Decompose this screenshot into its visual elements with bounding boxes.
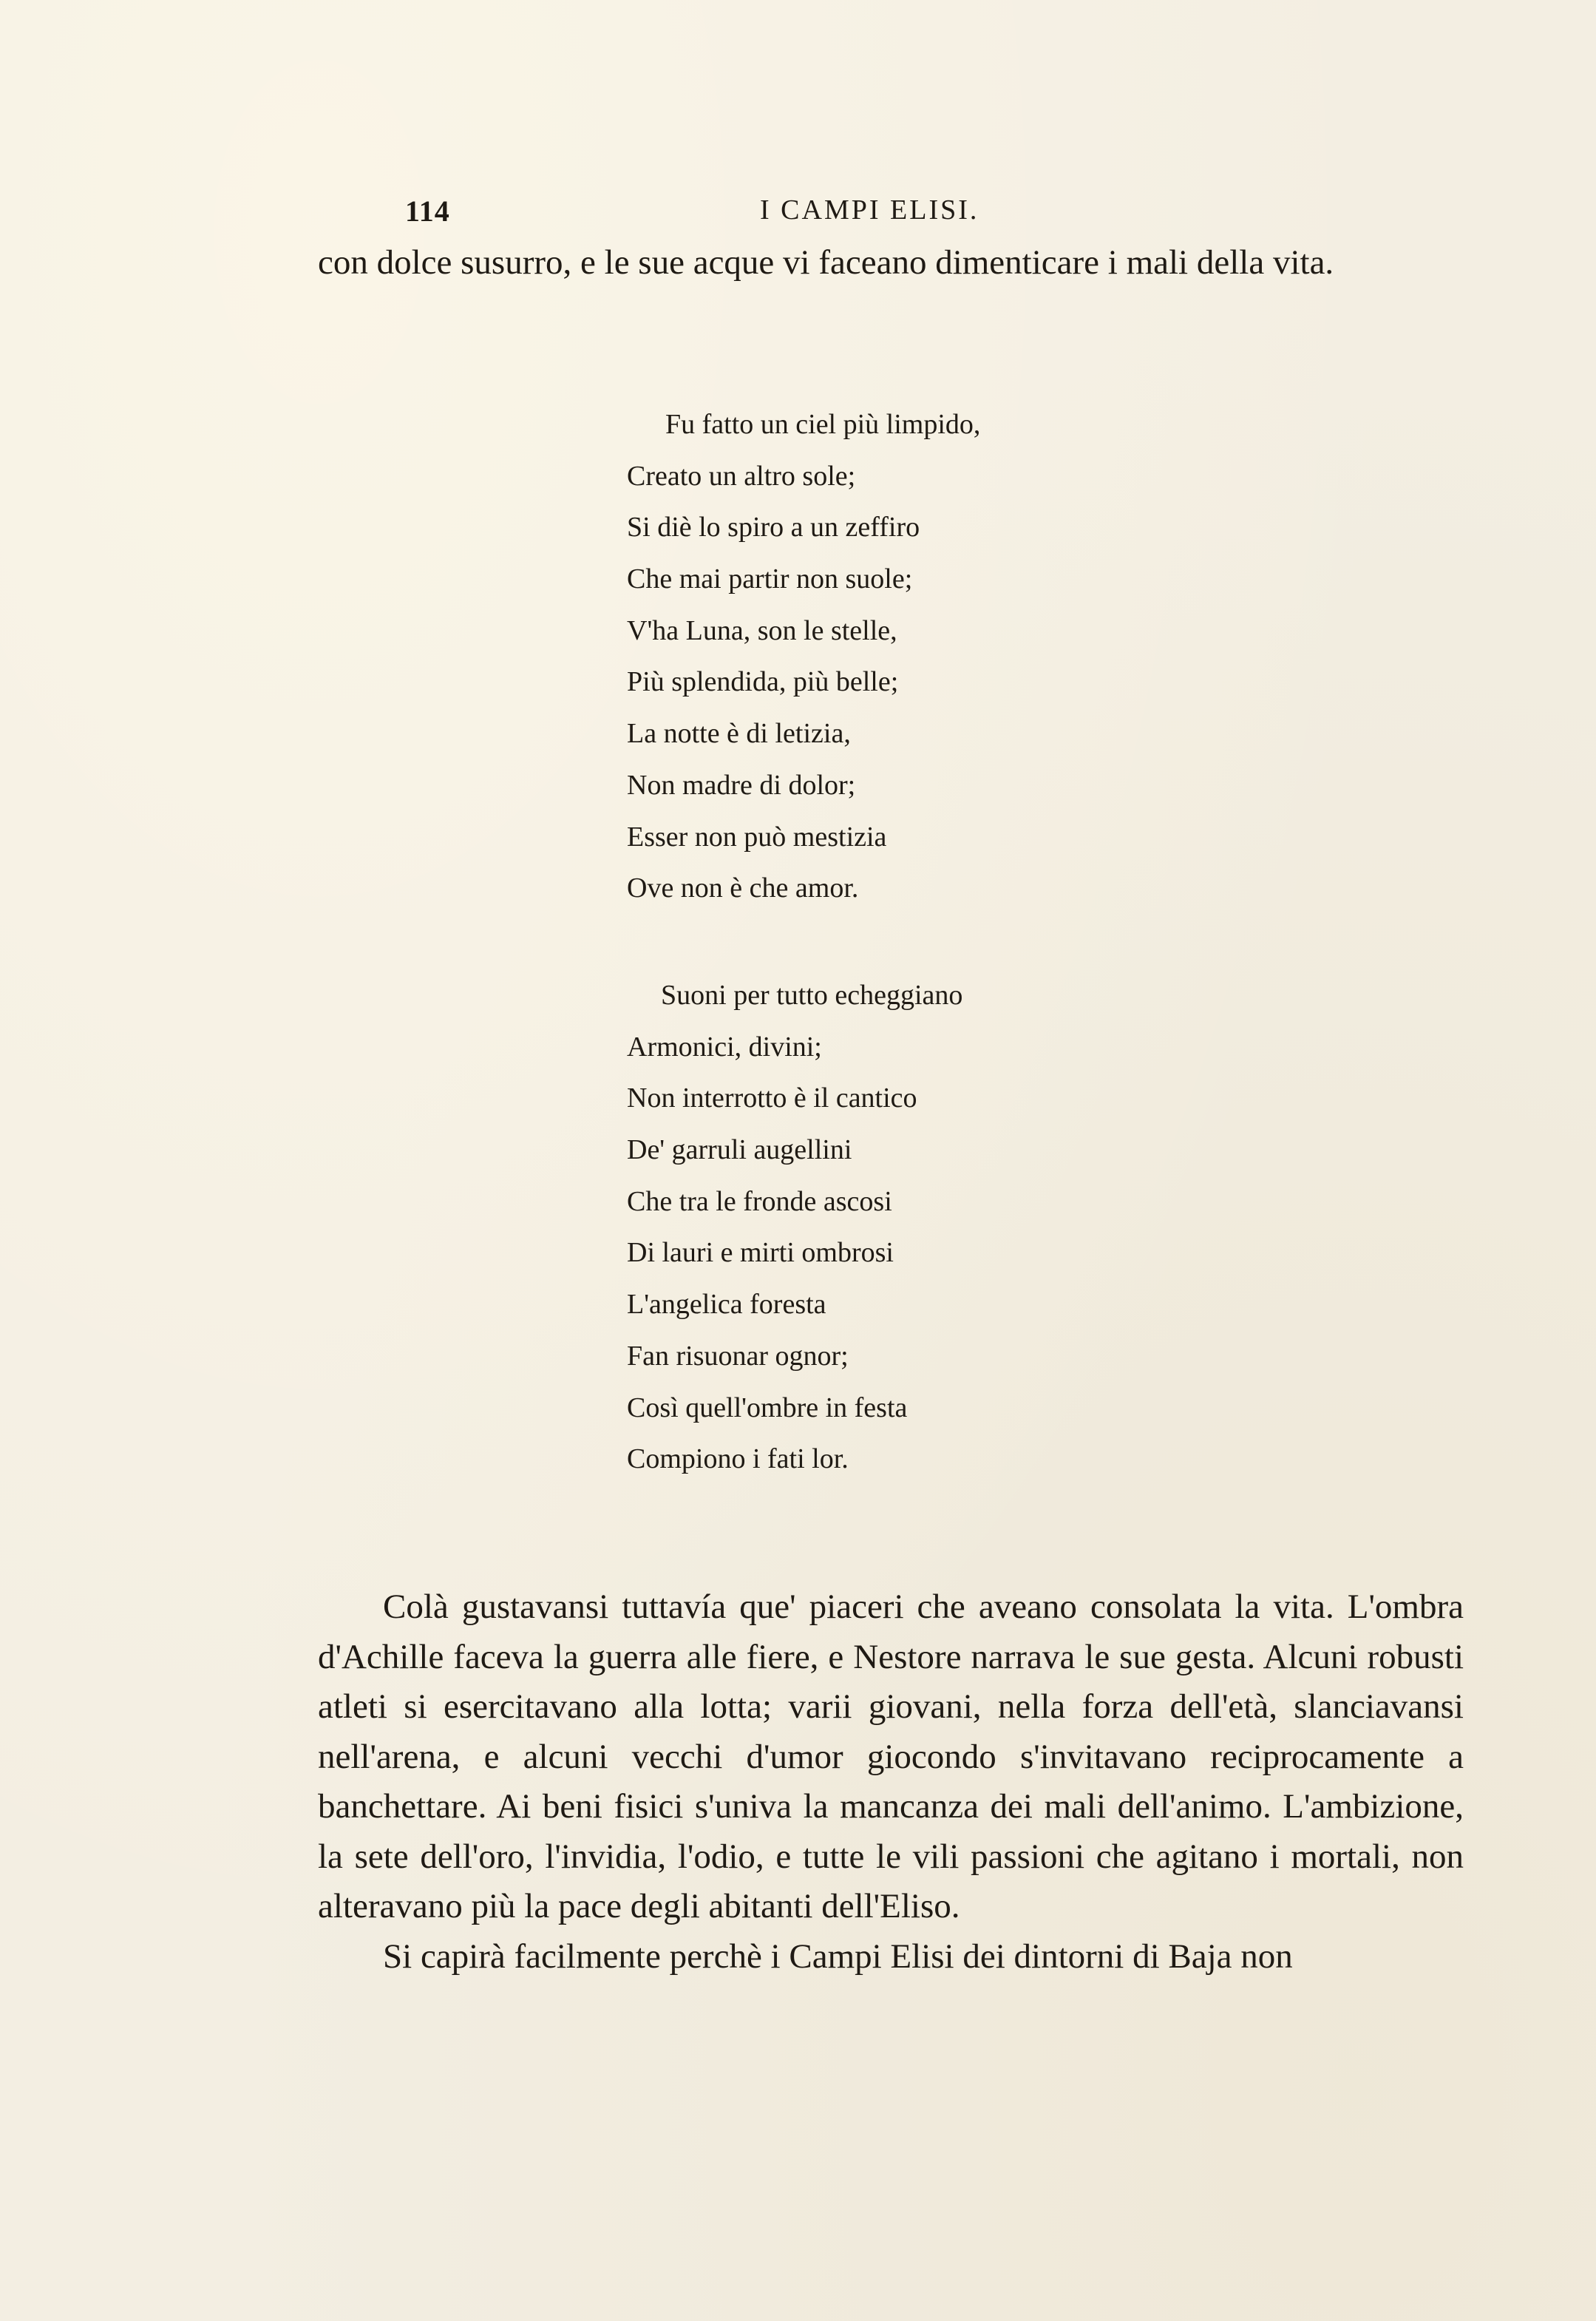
poem-line: Così quell'ombre in festa <box>627 1392 908 1423</box>
poem-line: Fu fatto un ciel più limpido, <box>665 409 981 440</box>
poem-line: Compiono i fati lor. <box>627 1443 849 1475</box>
poem-line: Non madre di dolor; <box>627 769 856 801</box>
poem-line: Non interrotto è il cantico <box>627 1082 917 1114</box>
body-paragraph: Si capirà facilmente perchè i Campi Elisi dei dintorni di Baja non <box>383 1937 1293 1976</box>
poem-line: V'ha Luna, son le stelle, <box>627 614 897 646</box>
page-number: 114 <box>405 194 450 228</box>
poem-line: Che mai partir non suole; <box>627 563 913 595</box>
poem-line: Più splendida, più belle; <box>627 666 899 698</box>
poem-line: La notte è di letizia, <box>627 718 851 750</box>
poem-line: L'angelica foresta <box>627 1289 826 1321</box>
poem-line: Si diè lo spiro a un zeffiro <box>627 512 920 543</box>
poem-line: Fan risuonar ognor; <box>627 1340 849 1372</box>
poem-line: Esser non può mestizia <box>627 821 887 853</box>
poem-stanza-2 <box>627 970 962 1485</box>
poem-stanza-1 <box>627 399 980 915</box>
poem-line: De' garruli augellini <box>627 1134 852 1166</box>
poem-line: Di lauri e mirti ombrosi <box>627 1237 894 1269</box>
opening-paragraph: con dolce susurro, e le sue acque vi faceano dimenticare i mali della vita. <box>318 243 1334 282</box>
page-header <box>405 194 1396 238</box>
running-title: I CAMPI ELISI. <box>760 194 979 226</box>
poem-line: Suoni per tutto echeggiano <box>661 980 963 1011</box>
poem-line: Ove non è che amor. <box>627 873 859 904</box>
body-text-block <box>318 1582 1464 1982</box>
poem-line: Che tra le fronde ascosi <box>627 1185 892 1217</box>
poem-line: Creato un altro sole; <box>627 460 856 492</box>
body-paragraph: Colà gustavansi tuttavía que' piaceri che aveano consolata la vita. L'ombra d'Achille faceva la guerra alle fiere, e Nestore narrava le sue gesta. Alcuni robusti atleti si esercitavano alla lotta; varii giovani, nella forza dell'età, slanciavansi nell'arena, e alcuni vecchi d'umor giocondo s'invitavano reciprocamente a banchettare. Ai beni fisici s'univa la mancanza dei mali dell'animo. L'ambizione, la sete dell'oro, l'invidia, l'odio, e tutte le vili passioni che agitano i mortali, non alteravano più la pace degli abitanti dell'Eliso. <box>318 1588 1464 1925</box>
opening-text-block <box>318 238 1464 288</box>
poem-line: Armonici, divini; <box>627 1031 822 1063</box>
